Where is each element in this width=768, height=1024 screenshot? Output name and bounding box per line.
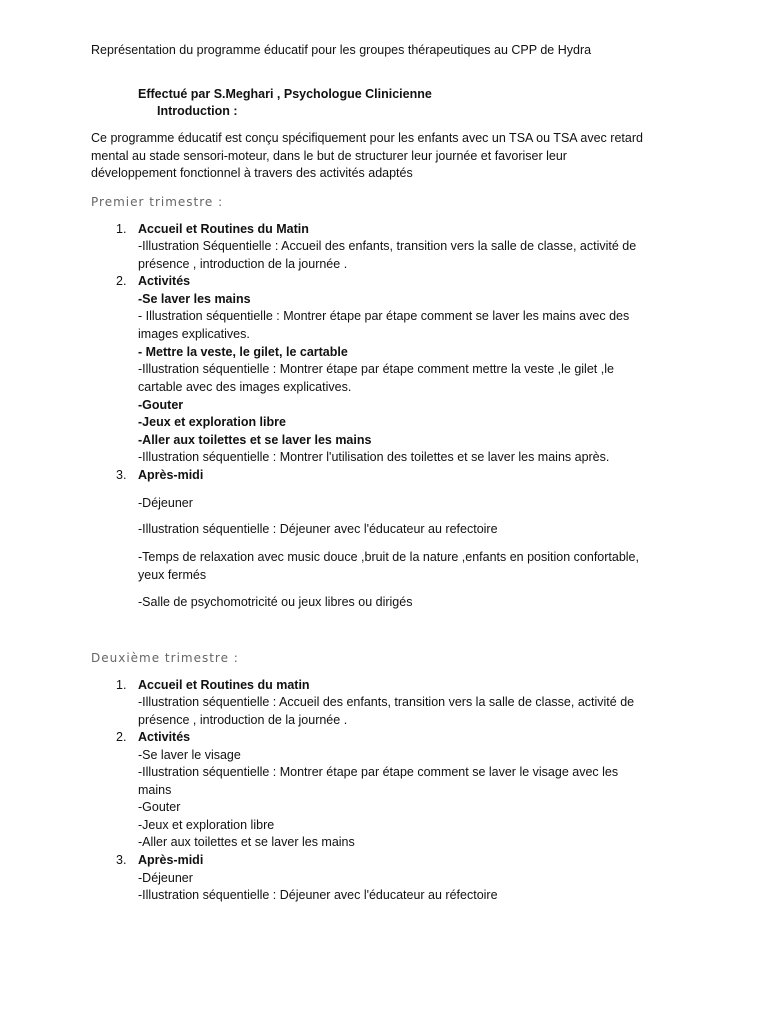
activity-title: -Jeux et exploration libre xyxy=(138,818,275,832)
list-item-title: Activités xyxy=(138,274,191,288)
list-number: 1. xyxy=(116,222,127,236)
list-item-text: -Illustration séquentielle : Déjeuner avec l'éducateur au réfectoire xyxy=(138,888,498,902)
list-item-text: -Déjeuner xyxy=(138,871,193,885)
intro-heading: Introduction : xyxy=(157,104,238,118)
list-item-text: mains xyxy=(138,783,172,797)
list-item-text: -Déjeuner xyxy=(138,496,193,510)
list-number: 1. xyxy=(116,678,127,692)
activity-title: -Aller aux toilettes et se laver les mains xyxy=(138,835,355,849)
activity-title: -Jeux et exploration libre xyxy=(138,415,286,429)
activity-title: -Se laver le visage xyxy=(138,748,241,762)
list-item-text: -Temps de relaxation avec music douce ,bruit de la nature ,enfants en position confortable, xyxy=(138,550,639,564)
list-item-text: - Illustration séquentielle : Montrer étape par étape comment se laver les mains avec des xyxy=(138,309,630,323)
list-number: 2. xyxy=(116,730,127,744)
list-item-text: -Illustration séquentielle : Montrer étape par étape comment se laver le visage avec les xyxy=(138,765,619,779)
section-heading-t1: Premier trimestre : xyxy=(91,195,224,209)
list-item-title: Après-midi xyxy=(138,468,204,482)
list-item-title: Activités xyxy=(138,730,191,744)
list-item-text: présence , introduction de la journée . xyxy=(138,713,348,727)
list-number: 3. xyxy=(116,468,127,482)
doc-title: Représentation du programme éducatif pour les groupes thérapeutiques au CPP de Hydra xyxy=(91,43,592,57)
list-item-text: -Illustration séquentielle : Montrer l'utilisation des toilettes et se laver les mains après. xyxy=(138,450,610,464)
list-item-text: -Illustration séquentielle : Accueil des enfants, transition vers la salle de classe, activité de xyxy=(138,695,635,709)
doc-author: Effectué par S.Meghari , Psychologue Clinicienne xyxy=(138,87,432,101)
list-item-title: Après-midi xyxy=(138,853,204,867)
list-item-text: -Illustration séquentielle : Montrer étape par étape comment mettre la veste ,le gilet ,le xyxy=(138,362,614,376)
list-item-text: cartable avec des images explicatives. xyxy=(138,380,352,394)
list-item-text: -Salle de psychomotricité ou jeux libres ou dirigés xyxy=(138,595,413,609)
activity-title: - Mettre la veste, le gilet, le cartable xyxy=(138,345,348,359)
list-item-title: Accueil et Routines du Matin xyxy=(138,222,309,236)
list-item-text: yeux fermés xyxy=(138,568,207,582)
list-item-text: présence , introduction de la journée . xyxy=(138,257,348,271)
activity-title: -Aller aux toilettes et se laver les mains xyxy=(138,433,372,447)
activity-title: -Se laver les mains xyxy=(138,292,251,306)
list-item-text: -Illustration séquentielle : Déjeuner avec l'éducateur au refectoire xyxy=(138,522,498,536)
list-number: 3. xyxy=(116,853,127,867)
activity-title: -Gouter xyxy=(138,800,181,814)
intro-line: mental au stade sensori-moteur, dans le but de structurer leur journée et favoriser leur xyxy=(91,149,567,163)
list-item-text: images explicatives. xyxy=(138,327,250,341)
list-item-title: Accueil et Routines du matin xyxy=(138,678,310,692)
intro-line: Ce programme éducatif est conçu spécifiquement pour les enfants avec un TSA ou TSA avec retard xyxy=(91,131,643,145)
activity-title: -Gouter xyxy=(138,398,184,412)
section-heading-t2: Deuxième trimestre : xyxy=(91,651,239,665)
intro-line: développement fonctionnel à travers des activités adaptés xyxy=(91,166,413,180)
list-number: 2. xyxy=(116,274,127,288)
list-item-text: -Illustration Séquentielle : Accueil des enfants, transition vers la salle de classe, activité de xyxy=(138,239,637,253)
